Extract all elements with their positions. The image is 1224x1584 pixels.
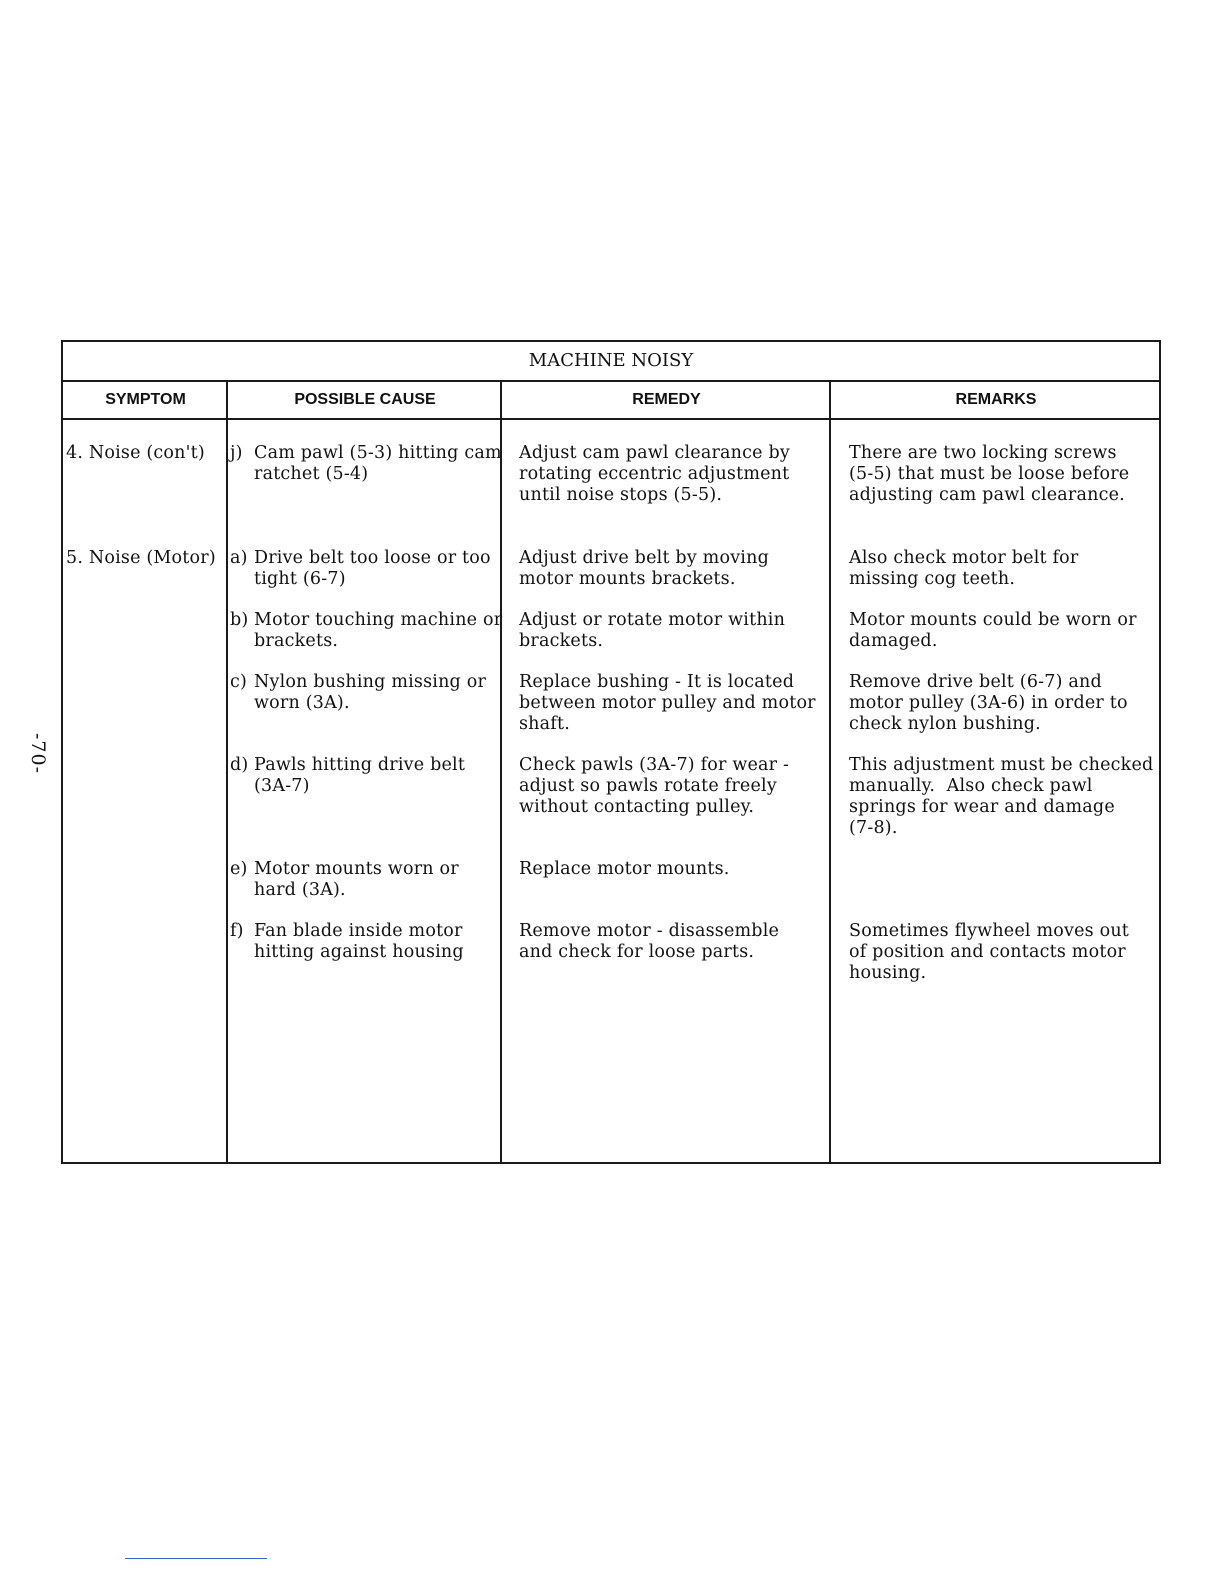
remedy-cell: Replace motor mounts. [519,859,730,879]
cause-label: a) [230,548,248,568]
cause-text: Nylon bushing missing or worn (3A). [254,672,487,713]
cause-cell [230,921,504,963]
remarks-cell: Motor mounts could be worn or damaged. [849,610,1137,651]
header-remedy: REMEDY [632,391,701,408]
header-remarks: REMARKS [955,391,1037,408]
cause-label: e) [230,859,248,879]
cause-cell [230,548,504,590]
remarks-cell: Sometimes flywheel moves out of position and contacts motor housing. [849,921,1130,983]
cause-text: Pawls hitting drive belt (3A-7) [254,755,466,796]
remedy-cell: Adjust cam pawl clearance by rotating eccentric adjustment until noise stops (5-5). [519,443,790,505]
remedy-cell: Replace bushing - It is located between motor pulley and motor shaft. [519,672,816,734]
header-possible-cause: POSSIBLE CAUSE [294,391,436,408]
cause-cell [230,610,504,652]
cause-text: Motor touching machine or brackets. [254,610,503,651]
cause-text: Motor mounts worn or hard (3A). [254,859,459,900]
footer-rule [125,1558,267,1559]
cause-text: Fan blade inside motor hitting against housing [254,921,464,962]
cause-label: d) [230,755,249,775]
cause-label: j) [230,443,243,463]
cause-cell [230,672,516,714]
remarks-cell: Also check motor belt for missing cog teeth. [849,548,1079,589]
remedy-cell: Check pawls (3A-7) for wear - adjust so pawls rotate freely without contacting pulley. [519,755,790,817]
remedy-cell: Remove motor - disassemble and check for loose parts. [519,921,780,962]
page-number: -70- [27,733,49,775]
cause-text: Cam pawl (5-3) hitting cam ratchet (5-4) [254,443,502,484]
cause-label: b) [230,610,249,630]
remedy-cell: Adjust or rotate motor within brackets. [519,610,786,651]
troubleshooting-table [61,340,1161,1164]
cause-text: Drive belt too loose or too tight (6-7) [254,548,491,589]
remarks-cell: Remove drive belt (6-7) and motor pulley (3A-6) in order to check nylon bushing. [849,672,1128,734]
symptom-cell: 5. Noise (Motor) [66,548,216,568]
cause-label: c) [230,672,248,692]
table-title: MACHINE NOISY [63,342,1159,382]
remarks-cell: There are two locking screws (5-5) that must be loose before adjusting cam pawl clearance. [849,443,1130,505]
remedy-cell: Adjust drive belt by moving motor mounts brackets. [519,548,769,589]
column-divider [226,380,228,1162]
cause-cell [230,859,494,901]
column-divider [829,380,831,1162]
header-symptom: SYMPTOM [105,391,186,408]
cause-label: f) [230,921,244,941]
symptom-cell: 4. Noise (con't) [66,443,205,463]
cause-cell [230,443,526,485]
remarks-cell: This adjustment must be checked manually. Also check pawl springs for wear and damage (7-8). [849,755,1154,838]
cause-cell [230,755,504,797]
